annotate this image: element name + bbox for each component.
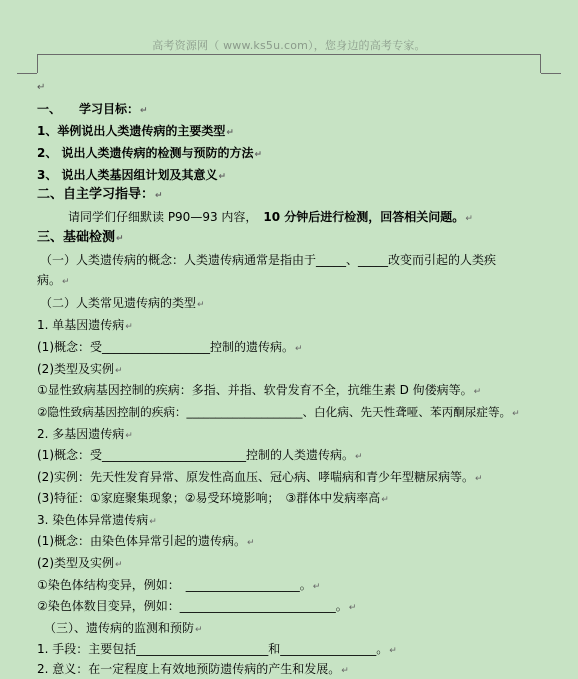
objective-1: 1、举例说出人类遗传病的主要类型↵ [37,124,234,138]
heading-self-study: 二、自主学习指导：↵ [37,187,163,202]
polygenic-concept: (1)概念：受________________________控制的人类遗传病。↵ [37,448,363,462]
monogenic-concept: (1)概念：受__________________控制的遗传病。↵ [37,340,303,354]
section-monitoring: （三）、遗传病的监测和预防↵ [44,621,203,635]
objective-3: 3、 说出人类基因组计划及其意义↵ [37,168,227,182]
monitoring-means: 1. 手段：主要包括______________________和________________。↵ [37,642,397,656]
polygenic-features: (3)特征：①家庭聚集现象；②易受环境影响； ③群体中发病率高↵ [37,491,389,505]
heading-objectives: 一、 学习目标：↵ [37,102,148,116]
self-study-instruction: 请同学们仔细默读 P90—93 内容， 10 分钟后进行检测，回答相关问题。↵ [68,210,473,224]
chromosomal-heading: 3. 染色体异常遗传病↵ [37,513,157,527]
monitoring-significance: 2. 意义：在一定程度上有效地预防遗传病的产生和发展。↵ [37,662,349,676]
heading-basic-test: 三、基础检测↵ [37,230,124,245]
header-rule [38,54,540,55]
margin-corner-right [540,54,561,73]
chromosomal-types: (2)类型及实例↵ [37,556,123,570]
polygenic-examples: (2)实例：先天性发育异常、原发性高血压、冠心病、哮喘病和青少年型糖尿病等。↵ [37,470,483,484]
structure-variation: ①染色体结构变异，例如： ___________________。↵ [37,578,321,592]
recessive-diseases: ②隐性致病基因控制的疾病：____________________、白化病、先天性聋哑、苯丙酮尿症等。↵ [37,405,520,419]
section-types: （二）人类常见遗传病的类型↵ [40,296,205,310]
objective-2: 2、 说出人类遗传病的检测与预防的方法↵ [37,146,263,160]
definition-line-end: 病。↵ [37,273,70,287]
empty-paragraph: ↵ [37,82,46,93]
definition-line: （一）人类遗传病的概念：人类遗传病通常是指由于_____、_____改变而引起的人类疾 [40,253,497,267]
dominant-diseases: ①显性致病基因控制的疾病：多指、并指、软骨发育不全，抗维生素 D 佝偻病等。↵ [37,383,482,397]
monogenic-heading: 1. 单基因遗传病↵ [37,318,133,332]
margin-corner-left [17,54,38,73]
monogenic-types: (2)类型及实例↵ [37,362,123,376]
number-variation: ②染色体数目变异，例如：__________________________。↵ [37,599,357,613]
page-header: 高考资源网（ www.ks5u.com），您身边的高考专家。 [152,39,426,52]
chromosomal-concept: (1)概念：由染色体异常引起的遗传病。↵ [37,534,255,548]
polygenic-heading: 2. 多基因遗传病↵ [37,427,133,441]
